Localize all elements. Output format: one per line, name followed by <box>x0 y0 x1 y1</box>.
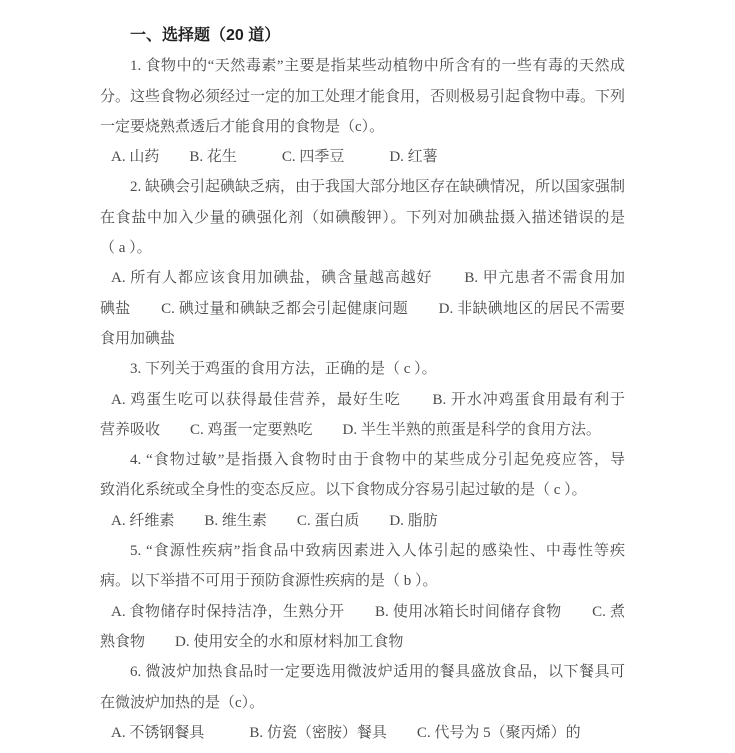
question-2-options-line-3: 食用加碘盐 <box>100 330 176 347</box>
question-4-text-line-2: 致消化系统或全身性的变态反应。以下食物成分容易引起过敏的是（ c ）。 <box>100 482 587 499</box>
question-1-text-line-1: 1. 食物中的“天然毒素”主要是指某些动植物中所含有的一些有毒的天然成 <box>130 58 625 75</box>
question-5-text-line-1: 5. “食源性疾病”指食品中致病因素进入人体引起的感染性、中毒性等疾 <box>130 543 625 560</box>
question-1-text-line-2: 分。这些食物必须经过一定的加工处理才能食用，否则极易引起食物中毒。下列 <box>100 88 625 105</box>
question-5-options-line-1: A. 食物储存时保持洁净，生熟分开 B. 使用冰箱长时间储存食物 C. 煮 <box>111 603 625 620</box>
question-3-options-line-1: A. 鸡蛋生吃可以获得最佳营养，最好生吃 B. 开水冲鸡蛋食用最有利于 <box>111 391 625 408</box>
question-6-options: A. 不锈钢餐具 B. 仿瓷（密胺）餐具 C. 代号为 5（聚丙烯）的 <box>111 724 581 741</box>
question-2-answer-line: （ a ）。 <box>100 240 152 257</box>
question-5-text-line-2: 病。以下举措不可用于预防食源性疾病的是（ b ）。 <box>100 573 438 590</box>
question-3-options-line-2: 营养吸收 C. 鸡蛋一定要熟吃 D. 半生半熟的煎蛋是科学的食用方法。 <box>100 421 601 438</box>
question-4-text-line-1: 4. “食物过敏”是指摄入食物时由于食物中的某些成分引起免疫应答，导 <box>130 452 625 469</box>
question-2-text-line-1: 2. 缺碘会引起碘缺乏病，由于我国大部分地区存在缺碘情况，所以国家强制 <box>130 179 625 196</box>
question-2-options-line-2: 碘盐 C. 碘过量和碘缺乏都会引起健康问题 D. 非缺碘地区的居民不需要 <box>100 300 625 317</box>
question-1-text-line-3: 一定要烧熟煮透后才能食用的食物是（c）。 <box>100 118 385 135</box>
question-1-options: A. 山药 B. 花生 C. 四季豆 D. 红薯 <box>111 149 438 166</box>
question-2-options-line-1: A. 所有人都应该食用加碘盐，碘含量越高越好 B. 甲亢患者不需食用加 <box>111 270 625 287</box>
question-6-text-line-2: 在微波炉加热的是（c）。 <box>100 694 265 711</box>
section-heading: 一、选择题（20 道） <box>130 27 281 44</box>
question-4-options: A. 纤维素 B. 维生素 C. 蛋白质 D. 脂肪 <box>111 512 438 529</box>
question-6-text-line-1: 6. 微波炉加热食品时一定要选用微波炉适用的餐具盛放食品，以下餐具可 <box>130 664 625 681</box>
question-5-options-line-2: 熟食物 D. 使用安全的水和原材料加工食物 <box>100 633 404 650</box>
question-2-text-line-2: 在食盐中加入少量的碘强化剂（如碘酸钾）。下列对加碘盐摄入描述错误的是 <box>100 209 625 226</box>
question-3-text-line-1: 3. 下列关于鸡蛋的食用方法，正确的是（ c ）。 <box>130 361 437 378</box>
